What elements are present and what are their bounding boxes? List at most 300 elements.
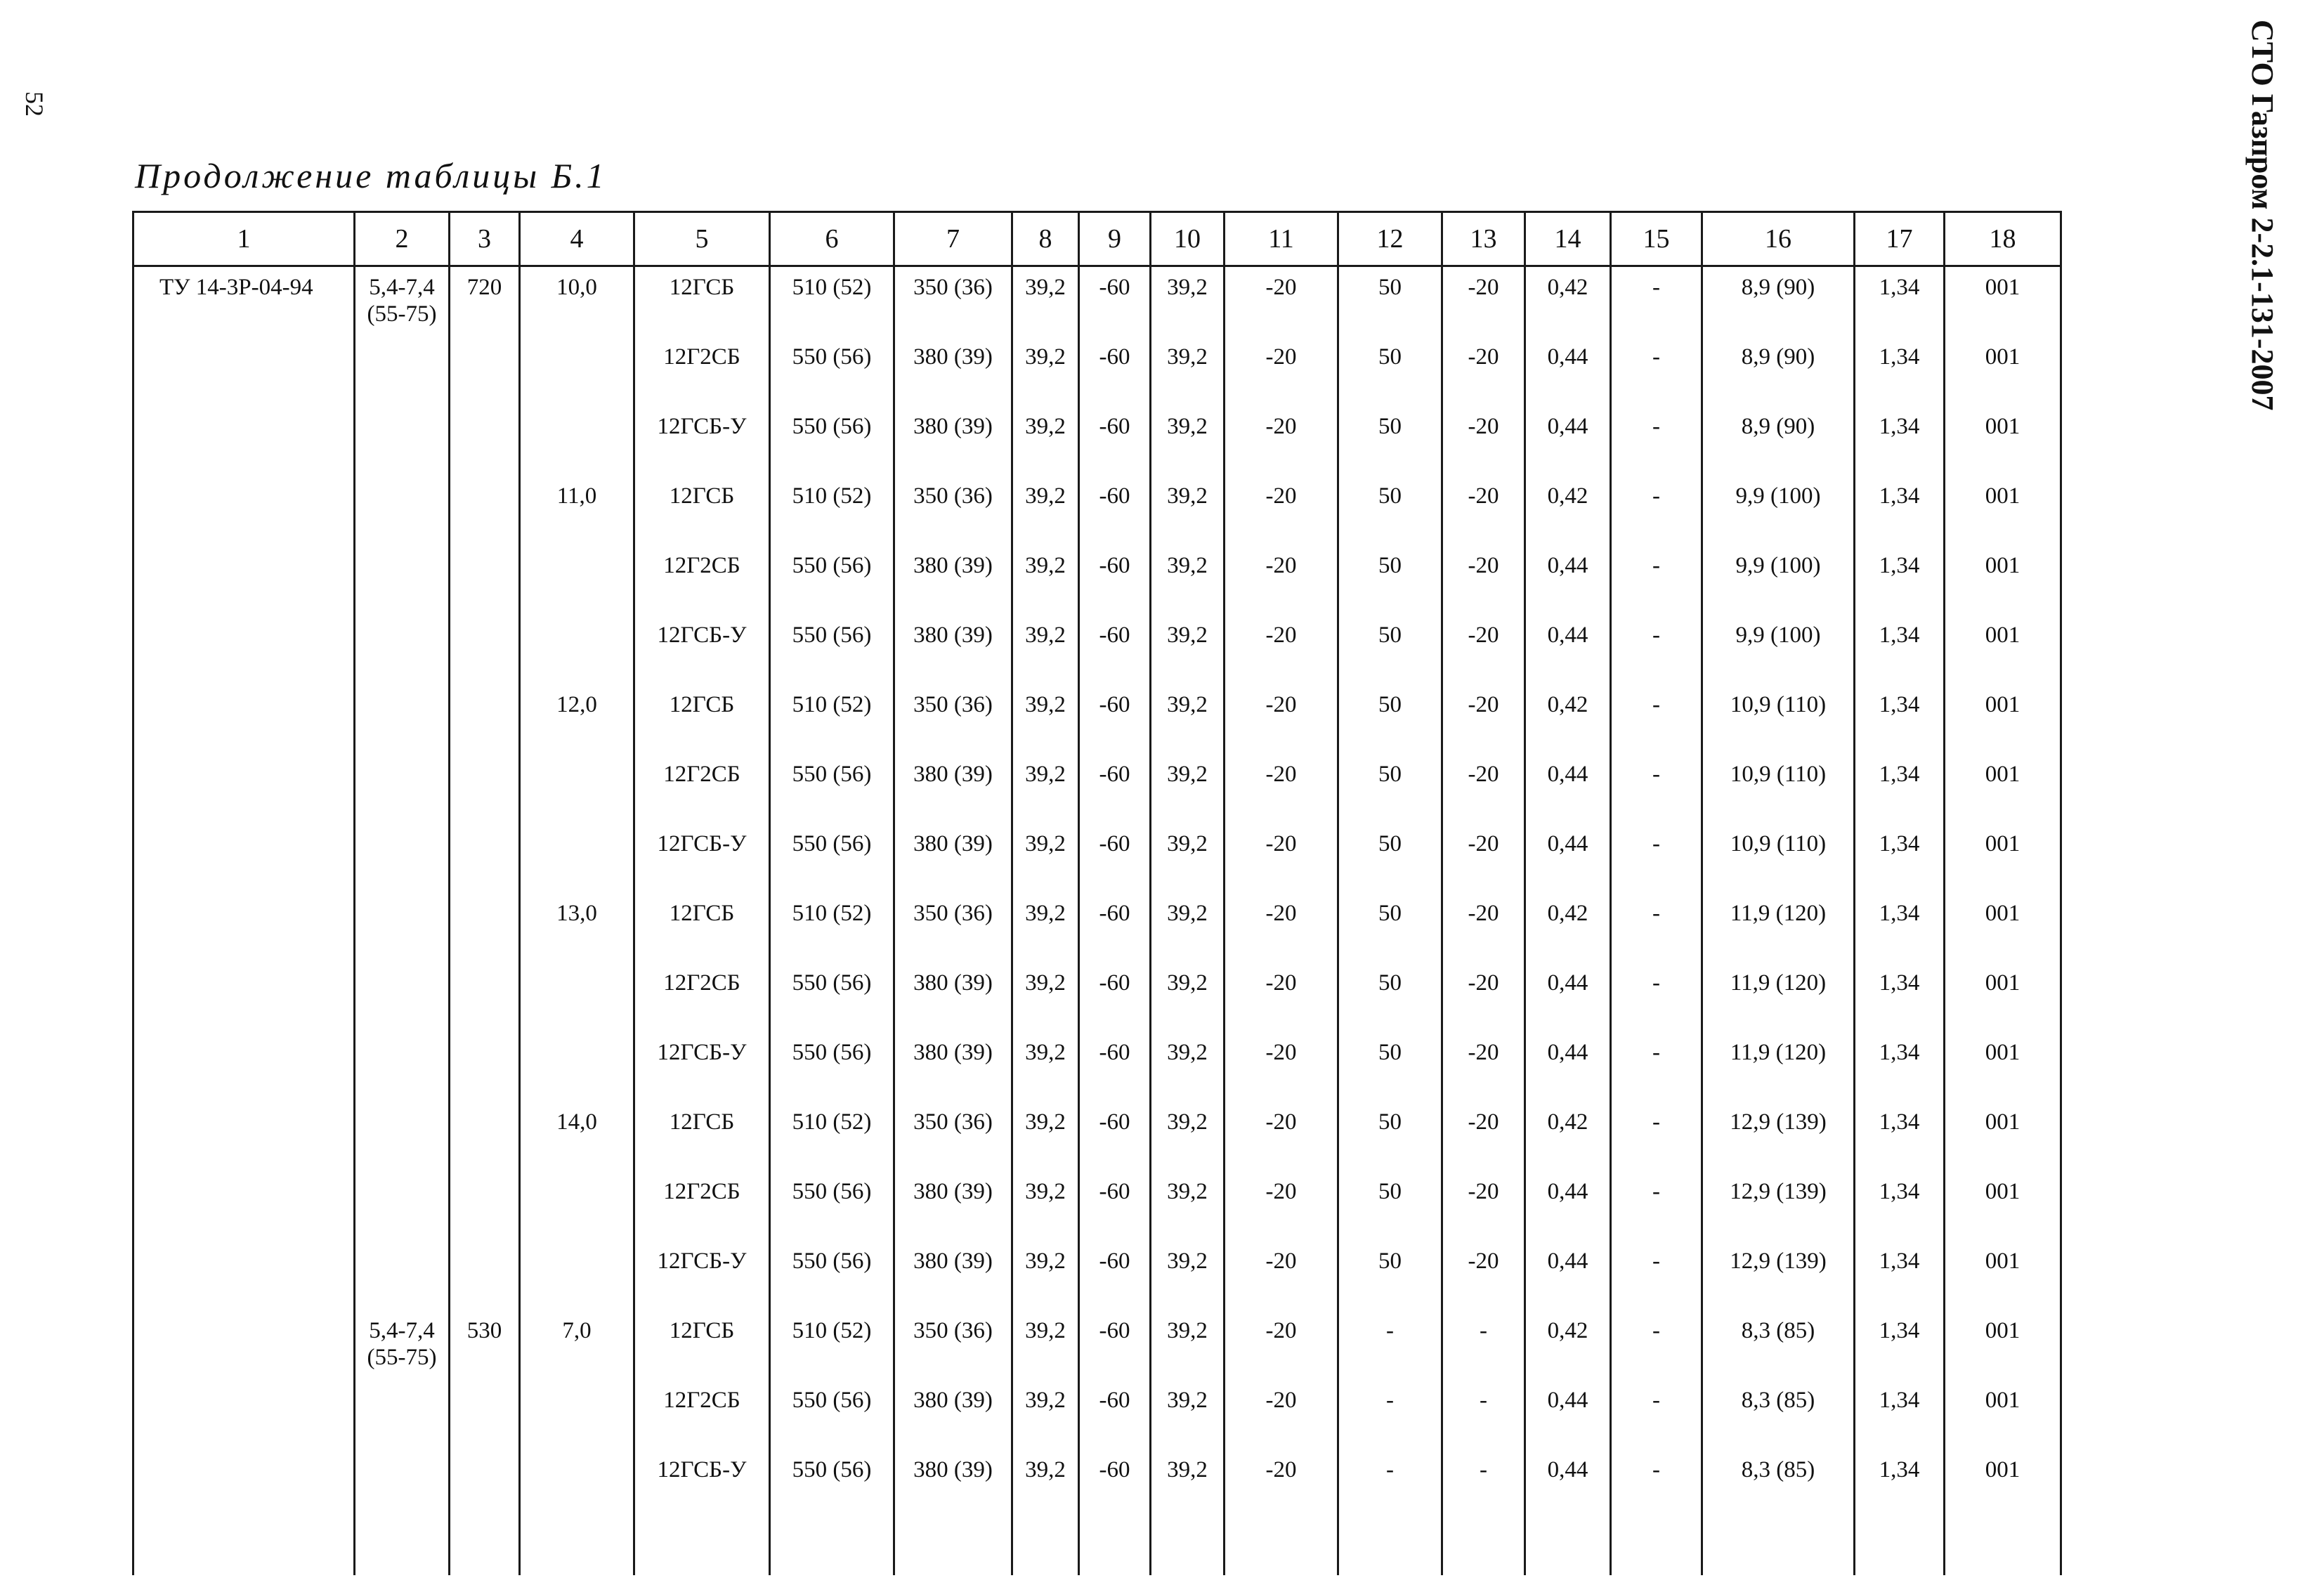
- table-cell: 510 (52): [770, 684, 894, 754]
- table-cell: 1,34: [1855, 337, 1945, 406]
- table-row: [133, 1380, 2061, 1449]
- table-cell: 10,0: [520, 266, 634, 337]
- table-cell: 380 (39): [894, 545, 1012, 615]
- column-header-1: 1: [133, 212, 355, 266]
- table-cell: 12ГСБ-У: [634, 615, 770, 684]
- empty-cell: [1079, 1519, 1151, 1575]
- table-cell: 12ГСБ: [634, 893, 770, 963]
- table-cell: 39,2: [1012, 545, 1079, 615]
- table-cell: -20: [1225, 1102, 1338, 1171]
- table-cell: 0,44: [1525, 1171, 1611, 1241]
- table-cell: -: [1338, 1380, 1442, 1449]
- table-cell: 510 (52): [770, 1102, 894, 1171]
- table-cell: 12Г2СБ: [634, 1380, 770, 1449]
- table-cell: 50: [1338, 406, 1442, 476]
- table-cell: 1,34: [1855, 266, 1945, 337]
- table-cell: 0,42: [1525, 893, 1611, 963]
- table-cell: 380 (39): [894, 337, 1012, 406]
- table-cell: -: [1611, 963, 1702, 1032]
- table-cell: 50: [1338, 615, 1442, 684]
- table-cell: 001: [1945, 1171, 2061, 1241]
- column-header-14: 14: [1525, 212, 1611, 266]
- table-cell: [520, 1171, 634, 1241]
- table-cell: 1,34: [1855, 406, 1945, 476]
- table-cell: -: [1442, 1310, 1525, 1380]
- table-cell: -20: [1442, 684, 1525, 754]
- table-cell: [355, 893, 450, 963]
- table-cell: -: [1611, 406, 1702, 476]
- table-cell: 12ГСБ: [634, 1310, 770, 1380]
- table-cell: 1,34: [1855, 1102, 1945, 1171]
- empty-cell: [1611, 1519, 1702, 1575]
- table-cell: [355, 545, 450, 615]
- table-cell: 001: [1945, 1449, 2061, 1519]
- table-cell: 39,2: [1012, 754, 1079, 823]
- table-cell: [133, 1380, 355, 1449]
- table-cell: -60: [1079, 545, 1151, 615]
- empty-cell: [1945, 1519, 2061, 1575]
- table-cell: [450, 1032, 520, 1102]
- table-cell: -60: [1079, 1449, 1151, 1519]
- table-cell: 550 (56): [770, 545, 894, 615]
- table-cell: 39,2: [1151, 823, 1225, 893]
- table-cell: 39,2: [1151, 1310, 1225, 1380]
- table-cell: 5,4-7,4 (55-75): [355, 1310, 450, 1380]
- table-cell: -60: [1079, 1241, 1151, 1310]
- table-cell: 001: [1945, 1102, 2061, 1171]
- table-cell: 10,9 (110): [1702, 823, 1855, 893]
- empty-cell: [1151, 1519, 1225, 1575]
- column-header-15: 15: [1611, 212, 1702, 266]
- table-cell: [450, 823, 520, 893]
- table-continuation-row: [133, 1519, 2061, 1575]
- column-header-16: 16: [1702, 212, 1855, 266]
- table-cell: -: [1611, 684, 1702, 754]
- table-cell: 0,44: [1525, 1241, 1611, 1310]
- table-cell: -20: [1442, 1171, 1525, 1241]
- table-cell: 50: [1338, 893, 1442, 963]
- table-cell: 39,2: [1151, 1449, 1225, 1519]
- table-cell: 1,34: [1855, 476, 1945, 545]
- table-cell: -20: [1442, 754, 1525, 823]
- table-cell: -: [1611, 476, 1702, 545]
- table-cell: 001: [1945, 963, 2061, 1032]
- table-cell: [133, 406, 355, 476]
- table-cell: 380 (39): [894, 1171, 1012, 1241]
- table-cell: 0,42: [1525, 1102, 1611, 1171]
- table-cell: 39,2: [1151, 963, 1225, 1032]
- table-cell: -20: [1225, 754, 1338, 823]
- table-cell: [133, 476, 355, 545]
- table-cell: [355, 1241, 450, 1310]
- table-row: [133, 754, 2061, 823]
- table-cell: 8,3 (85): [1702, 1380, 1855, 1449]
- table-cell: ТУ 14-3Р-04-94: [133, 266, 355, 337]
- table-cell: -: [1611, 266, 1702, 337]
- table-cell: -20: [1225, 963, 1338, 1032]
- table-cell: -: [1611, 754, 1702, 823]
- table-cell: [355, 615, 450, 684]
- table-cell: 39,2: [1151, 337, 1225, 406]
- table-cell: 11,9 (120): [1702, 893, 1855, 963]
- table-cell: -20: [1225, 1380, 1338, 1449]
- table-cell: 550 (56): [770, 1241, 894, 1310]
- table-cell: 13,0: [520, 893, 634, 963]
- table-cell: [450, 337, 520, 406]
- table-cell: 001: [1945, 545, 2061, 615]
- table-cell: 550 (56): [770, 337, 894, 406]
- table-cell: 001: [1945, 1310, 2061, 1380]
- table-cell: [450, 1380, 520, 1449]
- table-cell: [355, 1449, 450, 1519]
- table-cell: 1,34: [1855, 823, 1945, 893]
- empty-cell: [1702, 1519, 1855, 1575]
- table-cell: 50: [1338, 754, 1442, 823]
- table-cell: -20: [1225, 1449, 1338, 1519]
- table-cell: [133, 823, 355, 893]
- table-cell: 39,2: [1151, 1380, 1225, 1449]
- table-cell: [450, 406, 520, 476]
- table-cell: -20: [1225, 545, 1338, 615]
- table-cell: [450, 1449, 520, 1519]
- table-cell: -20: [1225, 1241, 1338, 1310]
- table-cell: 550 (56): [770, 754, 894, 823]
- table-cell: 0,44: [1525, 1449, 1611, 1519]
- table-cell: -: [1611, 1310, 1702, 1380]
- table-cell: [133, 615, 355, 684]
- table-cell: 39,2: [1012, 1032, 1079, 1102]
- table-cell: [520, 406, 634, 476]
- empty-cell: [520, 1519, 634, 1575]
- table-cell: [133, 337, 355, 406]
- table-container: [132, 211, 2062, 1575]
- table-row: [133, 406, 2061, 476]
- table-cell: 380 (39): [894, 754, 1012, 823]
- table-row: [133, 476, 2061, 545]
- table-cell: 510 (52): [770, 476, 894, 545]
- empty-cell: [1225, 1519, 1338, 1575]
- table-cell: 530: [450, 1310, 520, 1380]
- document-code: СТО Газпром 2-2.1-131-2007: [2245, 20, 2280, 411]
- table-cell: 12ГСБ-У: [634, 1241, 770, 1310]
- table-cell: 8,9 (90): [1702, 337, 1855, 406]
- table-cell: 39,2: [1151, 266, 1225, 337]
- table-row: [133, 337, 2061, 406]
- table-cell: 380 (39): [894, 823, 1012, 893]
- table-row: [133, 266, 2061, 337]
- table-cell: -20: [1442, 823, 1525, 893]
- table-cell: 001: [1945, 1032, 2061, 1102]
- table-cell: 12Г2СБ: [634, 754, 770, 823]
- table-cell: [450, 545, 520, 615]
- table-cell: 39,2: [1012, 1241, 1079, 1310]
- table-cell: [133, 1241, 355, 1310]
- table-cell: 39,2: [1012, 1380, 1079, 1449]
- table-cell: 0,44: [1525, 963, 1611, 1032]
- table-cell: 10,9 (110): [1702, 684, 1855, 754]
- table-cell: 0,44: [1525, 615, 1611, 684]
- table-cell: 39,2: [1151, 476, 1225, 545]
- table-cell: -20: [1442, 337, 1525, 406]
- table-cell: 50: [1338, 545, 1442, 615]
- table-cell: -: [1611, 1171, 1702, 1241]
- table-row: [133, 1449, 2061, 1519]
- table-cell: -20: [1442, 963, 1525, 1032]
- table-cell: 380 (39): [894, 1032, 1012, 1102]
- table-row: [133, 545, 2061, 615]
- table-cell: [520, 823, 634, 893]
- table-cell: -20: [1225, 476, 1338, 545]
- table-cell: 350 (36): [894, 684, 1012, 754]
- table-cell: -60: [1079, 1310, 1151, 1380]
- table-cell: -60: [1079, 684, 1151, 754]
- table-row: [133, 893, 2061, 963]
- table-cell: 0,44: [1525, 545, 1611, 615]
- table-cell: 50: [1338, 1241, 1442, 1310]
- table-cell: 0,44: [1525, 1380, 1611, 1449]
- table-cell: [520, 337, 634, 406]
- table-cell: 8,9 (90): [1702, 266, 1855, 337]
- table-cell: -: [1611, 1449, 1702, 1519]
- table-cell: 50: [1338, 476, 1442, 545]
- table-cell: 10,9 (110): [1702, 754, 1855, 823]
- table-cell: 0,44: [1525, 754, 1611, 823]
- table-cell: 350 (36): [894, 476, 1012, 545]
- table-cell: [450, 615, 520, 684]
- table-cell: 11,9 (120): [1702, 963, 1855, 1032]
- table-cell: -: [1611, 893, 1702, 963]
- table-cell: 350 (36): [894, 266, 1012, 337]
- table-cell: -60: [1079, 1102, 1151, 1171]
- table-cell: 380 (39): [894, 1449, 1012, 1519]
- table-cell: [355, 963, 450, 1032]
- table-cell: 39,2: [1012, 615, 1079, 684]
- table-cell: 001: [1945, 337, 2061, 406]
- table-cell: [133, 1032, 355, 1102]
- table-cell: 39,2: [1012, 893, 1079, 963]
- table-cell: 39,2: [1012, 1449, 1079, 1519]
- table-cell: [133, 684, 355, 754]
- table-row: [133, 1032, 2061, 1102]
- table-cell: 12ГСБ: [634, 266, 770, 337]
- table-cell: 8,3 (85): [1702, 1310, 1855, 1380]
- page-number: 52: [20, 91, 48, 117]
- table-cell: 001: [1945, 476, 2061, 545]
- table-cell: -60: [1079, 266, 1151, 337]
- table-cell: [450, 684, 520, 754]
- table-cell: 510 (52): [770, 266, 894, 337]
- empty-cell: [450, 1519, 520, 1575]
- column-header-7: 7: [894, 212, 1012, 266]
- table-cell: 510 (52): [770, 1310, 894, 1380]
- table-row: [133, 1241, 2061, 1310]
- table-cell: [450, 963, 520, 1032]
- table-cell: [520, 1380, 634, 1449]
- table-row: [133, 823, 2061, 893]
- table-cell: -20: [1225, 266, 1338, 337]
- table-cell: 39,2: [1151, 1102, 1225, 1171]
- empty-cell: [1525, 1519, 1611, 1575]
- table-row: [133, 1171, 2061, 1241]
- column-header-8: 8: [1012, 212, 1079, 266]
- table-cell: 50: [1338, 1032, 1442, 1102]
- table-cell: 12Г2СБ: [634, 963, 770, 1032]
- table-cell: -60: [1079, 1380, 1151, 1449]
- table-cell: 39,2: [1151, 615, 1225, 684]
- table-cell: 0,42: [1525, 1310, 1611, 1380]
- table-cell: -60: [1079, 963, 1151, 1032]
- table-cell: 380 (39): [894, 615, 1012, 684]
- table-cell: [520, 963, 634, 1032]
- table-cell: 12ГСБ-У: [634, 1449, 770, 1519]
- table-cell: [450, 893, 520, 963]
- table-cell: 720: [450, 266, 520, 337]
- table-cell: 50: [1338, 823, 1442, 893]
- table-cell: 001: [1945, 615, 2061, 684]
- table-cell: 12ГСБ-У: [634, 823, 770, 893]
- table-cell: 001: [1945, 1380, 2061, 1449]
- table-cell: [355, 823, 450, 893]
- table-cell: 0,44: [1525, 1032, 1611, 1102]
- table-cell: 12ГСБ: [634, 476, 770, 545]
- table-cell: 380 (39): [894, 1241, 1012, 1310]
- table-cell: -20: [1225, 1032, 1338, 1102]
- table-cell: -: [1611, 615, 1702, 684]
- table-cell: 12Г2СБ: [634, 337, 770, 406]
- table-cell: 12,9 (139): [1702, 1171, 1855, 1241]
- table-row: [133, 615, 2061, 684]
- table-cell: 1,34: [1855, 963, 1945, 1032]
- table-cell: 550 (56): [770, 963, 894, 1032]
- table-cell: [355, 684, 450, 754]
- table-cell: 39,2: [1012, 1310, 1079, 1380]
- table-cell: 39,2: [1151, 1171, 1225, 1241]
- table-cell: [520, 754, 634, 823]
- table-cell: 001: [1945, 823, 2061, 893]
- table-cell: -20: [1442, 615, 1525, 684]
- table-cell: -60: [1079, 337, 1151, 406]
- table-cell: [450, 476, 520, 545]
- table-cell: -60: [1079, 893, 1151, 963]
- table-cell: -60: [1079, 476, 1151, 545]
- table-cell: -20: [1225, 823, 1338, 893]
- table-cell: [133, 1171, 355, 1241]
- table-cell: 12Г2СБ: [634, 1171, 770, 1241]
- column-header-11: 11: [1225, 212, 1338, 266]
- table-cell: -20: [1225, 1171, 1338, 1241]
- table-cell: 1,34: [1855, 1032, 1945, 1102]
- table-cell: 39,2: [1151, 406, 1225, 476]
- table-cell: 550 (56): [770, 1380, 894, 1449]
- table-cell: 12ГСБ: [634, 684, 770, 754]
- table-cell: 7,0: [520, 1310, 634, 1380]
- table-cell: -20: [1442, 1102, 1525, 1171]
- table-cell: [355, 1171, 450, 1241]
- column-header-6: 6: [770, 212, 894, 266]
- column-header-13: 13: [1442, 212, 1525, 266]
- table-cell: [450, 1241, 520, 1310]
- table-cell: 50: [1338, 963, 1442, 1032]
- table-cell: 39,2: [1151, 1241, 1225, 1310]
- table-row: [133, 684, 2061, 754]
- table-cell: -20: [1442, 476, 1525, 545]
- table-cell: -: [1338, 1449, 1442, 1519]
- table-cell: 11,9 (120): [1702, 1032, 1855, 1102]
- empty-cell: [133, 1519, 355, 1575]
- table-cell: 550 (56): [770, 406, 894, 476]
- table-cell: 12Г2СБ: [634, 545, 770, 615]
- table-cell: 12ГСБ-У: [634, 406, 770, 476]
- table-cell: [520, 545, 634, 615]
- table-cell: -: [1611, 1032, 1702, 1102]
- table-cell: [520, 1032, 634, 1102]
- column-header-10: 10: [1151, 212, 1225, 266]
- table-cell: [133, 754, 355, 823]
- table-cell: 9,9 (100): [1702, 615, 1855, 684]
- table-cell: 50: [1338, 1102, 1442, 1171]
- table-cell: 12ГСБ-У: [634, 1032, 770, 1102]
- table-cell: 510 (52): [770, 893, 894, 963]
- table-cell: 39,2: [1012, 406, 1079, 476]
- table-cell: -60: [1079, 615, 1151, 684]
- table-cell: 1,34: [1855, 1310, 1945, 1380]
- table-body: [133, 266, 2061, 1576]
- table-cell: [133, 963, 355, 1032]
- table-cell: 1,34: [1855, 615, 1945, 684]
- table-cell: -20: [1442, 893, 1525, 963]
- table-cell: 001: [1945, 893, 2061, 963]
- table-cell: 12,0: [520, 684, 634, 754]
- column-header-5: 5: [634, 212, 770, 266]
- column-header-2: 2: [355, 212, 450, 266]
- table-cell: [450, 754, 520, 823]
- table-row: [133, 963, 2061, 1032]
- table-cell: 1,34: [1855, 1449, 1945, 1519]
- table-cell: -20: [1442, 1241, 1525, 1310]
- table-cell: [355, 406, 450, 476]
- table-cell: -: [1611, 545, 1702, 615]
- table-cell: -: [1611, 823, 1702, 893]
- table-cell: 350 (36): [894, 1102, 1012, 1171]
- table-cell: -60: [1079, 754, 1151, 823]
- table-cell: 39,2: [1012, 823, 1079, 893]
- empty-cell: [1442, 1519, 1525, 1575]
- table-cell: [355, 337, 450, 406]
- data-table: [132, 211, 2062, 1575]
- table-cell: -20: [1225, 615, 1338, 684]
- table-cell: -20: [1225, 337, 1338, 406]
- table-cell: 550 (56): [770, 1449, 894, 1519]
- table-cell: [133, 1310, 355, 1380]
- empty-cell: [1855, 1519, 1945, 1575]
- table-cell: 0,44: [1525, 406, 1611, 476]
- table-cell: 50: [1338, 1171, 1442, 1241]
- table-cell: 39,2: [1012, 337, 1079, 406]
- table-cell: -20: [1442, 406, 1525, 476]
- table-cell: 001: [1945, 406, 2061, 476]
- table-cell: 39,2: [1012, 476, 1079, 545]
- table-cell: -20: [1225, 1310, 1338, 1380]
- table-cell: -: [1611, 1241, 1702, 1310]
- table-cell: 0,42: [1525, 476, 1611, 545]
- table-cell: 11,0: [520, 476, 634, 545]
- table-cell: -20: [1442, 1032, 1525, 1102]
- table-cell: [520, 1241, 634, 1310]
- empty-cell: [634, 1519, 770, 1575]
- table-cell: 380 (39): [894, 963, 1012, 1032]
- table-cell: [520, 615, 634, 684]
- table-cell: 8,3 (85): [1702, 1449, 1855, 1519]
